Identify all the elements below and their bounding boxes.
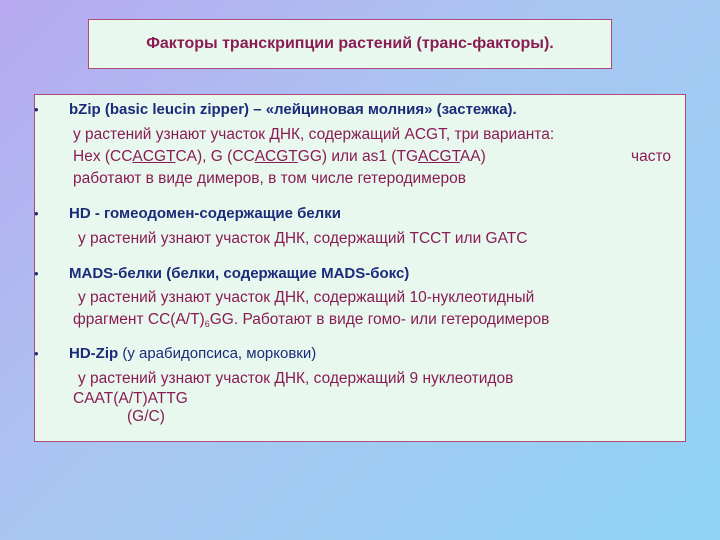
item-line: (G/C)	[127, 408, 165, 425]
item-line	[73, 311, 549, 329]
item-heading: bZip (basic leucin zipper) – «лейциновая молния» (застежка).	[69, 101, 517, 118]
bullet-icon: •	[34, 102, 39, 117]
underlined-motif: ACGT	[418, 148, 460, 165]
bullet-icon: •	[34, 266, 39, 281]
title-box	[88, 19, 612, 69]
item-line: CAAT(A/T)ATTG	[73, 390, 188, 407]
text-segment: AA)	[459, 148, 486, 165]
bullet-icon: •	[34, 346, 39, 361]
item-heading: HD - гомеодомен-содержащие белки	[69, 205, 341, 222]
item-line: у растений узнают участок ДНК, содержащий ACGT, три варианта:	[73, 126, 555, 143]
item-line-trailing: часто	[631, 148, 671, 165]
underlined-motif: ACGT	[132, 148, 176, 165]
item-line: у растений узнают участок ДНК, содержащий 10-нуклеотидный	[78, 289, 535, 306]
slide-title: Факторы транскрипции растений (транс-факторы).	[146, 35, 554, 52]
item-heading: MADS-белки (белки, содержащие MADS-бокс)	[69, 265, 410, 282]
item-heading-normal: (у арабидопсиса, морковки)	[118, 345, 317, 362]
item-line: работают в виде димеров, в том числе гетеродимеров	[73, 170, 466, 187]
subscript: 6	[204, 319, 210, 329]
text-segment: GG) или as1 (TG	[297, 148, 418, 165]
text-segment: фрагмент CC(A/T)	[73, 311, 205, 328]
underlined-motif: ACGT	[254, 148, 298, 165]
item-line: у растений узнают участок ДНК, содержащий TCCT или GATC	[78, 230, 528, 247]
text-segment: GG. Работают в виде гомо- или гетеродимеров	[209, 311, 550, 328]
content-box	[34, 94, 686, 442]
item-line: у растений узнают участок ДНК, содержащий 9 нуклеотидов	[78, 370, 514, 387]
text-segment: CA), G (CC	[175, 148, 255, 165]
text-segment: Hex (CC	[73, 148, 133, 165]
item-heading	[69, 345, 316, 362]
item-heading-bold: HD-Zip	[69, 345, 119, 362]
bullet-icon: •	[34, 206, 39, 221]
item-line	[73, 148, 486, 166]
